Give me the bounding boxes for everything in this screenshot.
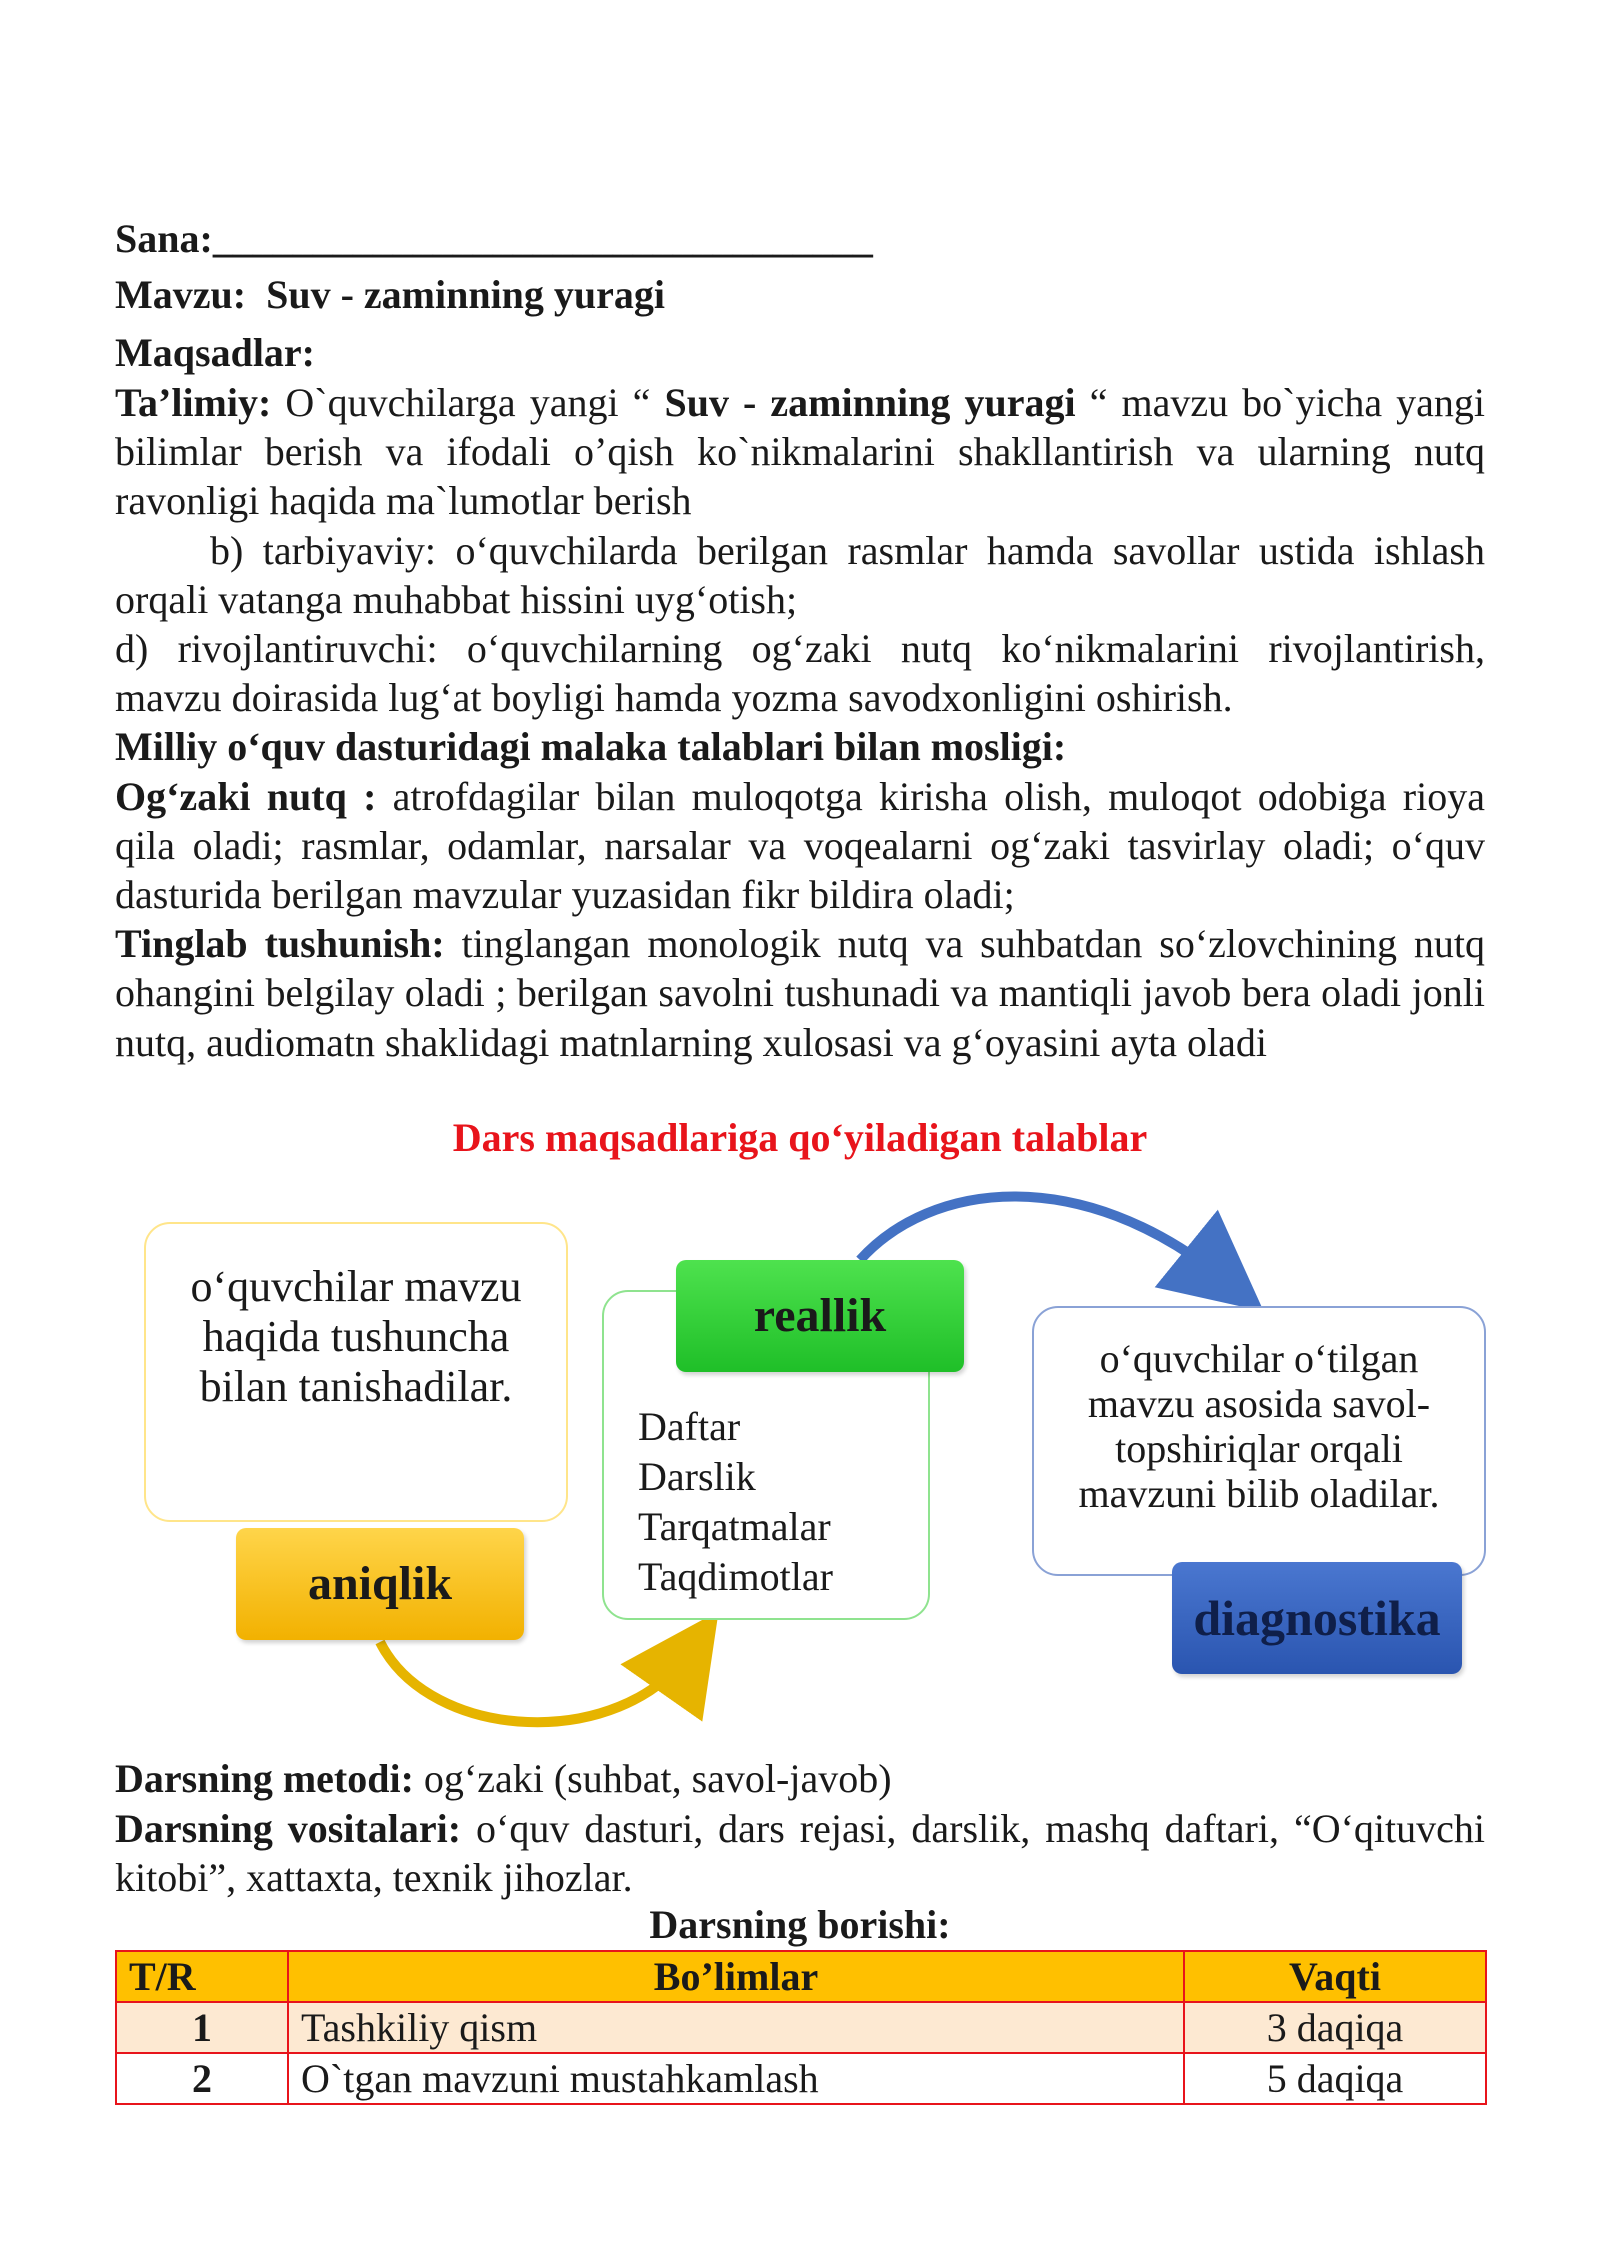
goals-diagram bbox=[0, 1112, 1600, 1752]
resource-list bbox=[638, 1402, 833, 1602]
method-text: og‘zaki (suhbat, savol-javob) bbox=[413, 1756, 892, 1801]
tag-aniqlik: aniqlik bbox=[236, 1528, 524, 1640]
topic-label: Mavzu: bbox=[115, 272, 247, 317]
resource-item: Tarqatmalar bbox=[638, 1504, 831, 1549]
tag-reallik: reallik bbox=[676, 1260, 964, 1372]
resource-item: Taqdimotlar bbox=[638, 1554, 833, 1599]
row-section: Tashkiliy qism bbox=[288, 2002, 1184, 2053]
tag-diagnostika: diagnostika bbox=[1172, 1562, 1462, 1674]
goal-rivojlantiruvchi: d) rivojlantiruvchi: o‘quvchilarning og‘zaki nutq ko‘nikmalarini rivojlantirish, mavzu doirasida lug‘at boyligi hamda yozma savodxonligini oshirish. bbox=[115, 626, 1485, 721]
diagram-title: Dars maqsadlariga qo‘yiladigan talablar bbox=[452, 1115, 1148, 1160]
goals-heading: Maqsadlar: bbox=[115, 330, 315, 375]
method-label: Darsning metodi: bbox=[115, 1756, 414, 1801]
box-understanding-text: o‘quvchilar mavzu haqida tushuncha bilan tanishadilar. bbox=[190, 1262, 522, 1411]
standard-ogzaki-text: atrofdagilar bilan muloqotga kirisha olish, muloqot odobiga rioya qila oladi; rasmlar, odamlar, narsalar va voqealarni og‘zaki tasvirlay oladi; o‘quv dasturida berilgan mavzular yuzasidan fikr bildira oladi; bbox=[115, 773, 1485, 918]
row-time: 3 daqiqa bbox=[1184, 2002, 1486, 2053]
lesson-plan-title: Darsning borishi: bbox=[649, 1902, 951, 1947]
goal-tarbiyaviy: b) tarbiyaviy: o‘quvchilarda berilgan rasmlar hamda savollar ustida ishlash orqali vatanga muhabbat hissini uyg‘otish; bbox=[115, 527, 1485, 622]
row-number: 2 bbox=[116, 2053, 288, 2104]
method-line bbox=[115, 1754, 1485, 1804]
col-tr: T/R bbox=[116, 1951, 288, 2002]
tools-label: Darsning vositalari: bbox=[115, 1805, 462, 1851]
resource-item: Darslik bbox=[638, 1454, 756, 1499]
standard-tinglab-text: tinglangan monologik nutq va suhbatdan so‘zlovchining nutq ohangini belgilay oladi ; berilgan savolni tushunadi va mantiqli javob bera oladi jonli nutq, audiomatn shaklidagi matnlarning xulosasi va g‘oyasini ayta oladi bbox=[115, 921, 1485, 1065]
topic-line bbox=[115, 270, 665, 319]
date-blank: _________________________________ bbox=[212, 216, 873, 261]
box-diagnostics-text: o‘quvchilar o‘tilgan mavzu asosida savol-topshiriqlar orqali mavzuni bilib oladilar. bbox=[1078, 1336, 1440, 1516]
row-section: O`tgan mavzuni mustahkamlash bbox=[288, 2053, 1184, 2104]
box-diagnostics bbox=[1032, 1306, 1486, 1576]
goal-talimiy-pre: O`quvchilarga yangi “ bbox=[271, 380, 665, 425]
topic-value: Suv - zaminning yuragi bbox=[266, 272, 666, 317]
yellow-curved-arrow bbox=[380, 1642, 690, 1722]
goals-block bbox=[115, 378, 1485, 1067]
lesson-plan-table bbox=[115, 1950, 1487, 2105]
goal-talimiy-label: Ta’limiy: bbox=[115, 380, 272, 425]
table-row bbox=[116, 2002, 1486, 2053]
date-label: Sana: bbox=[115, 216, 213, 261]
goal-talimiy-topic: Suv - zaminning yuragi bbox=[664, 380, 1076, 425]
standard-ogzaki-label: Og‘zaki nutq : bbox=[115, 773, 377, 819]
date-line bbox=[115, 214, 873, 263]
row-time: 5 daqiqa bbox=[1184, 2053, 1486, 2104]
goal-talimiy bbox=[115, 378, 1485, 526]
col-time: Vaqti bbox=[1184, 1951, 1486, 2002]
standard-ogzaki bbox=[115, 772, 1485, 920]
methods-block bbox=[115, 1754, 1485, 1903]
goal-talimiy-post: “ mavzu bo`yicha yangi bilimlar berish va ifodali o’qish ko`nikmalarini shakllantirish va ularning nutq ravonligi haqida ma`lumotlar berish bbox=[115, 380, 1485, 524]
row-number: 1 bbox=[116, 2002, 288, 2053]
standard-tinglab bbox=[115, 919, 1485, 1067]
resource-item: Daftar bbox=[638, 1404, 741, 1449]
box-understanding bbox=[144, 1222, 568, 1522]
tools-text: o‘quv dasturi, dars rejasi, darslik, mashq daftari, “O‘qituvchi kitobi”, xattaxta, texnik jihozlar. bbox=[115, 1805, 1485, 1900]
standard-tinglab-label: Tinglab tushunish: bbox=[115, 921, 445, 967]
tools-line bbox=[115, 1804, 1485, 1903]
table-row bbox=[116, 2053, 1486, 2104]
col-sections: Bo’limlar bbox=[288, 1951, 1184, 2002]
table-header-row bbox=[116, 1951, 1486, 2002]
standards-heading: Milliy o‘quv dasturidagi malaka talablari bilan mosligi: bbox=[115, 724, 1067, 770]
